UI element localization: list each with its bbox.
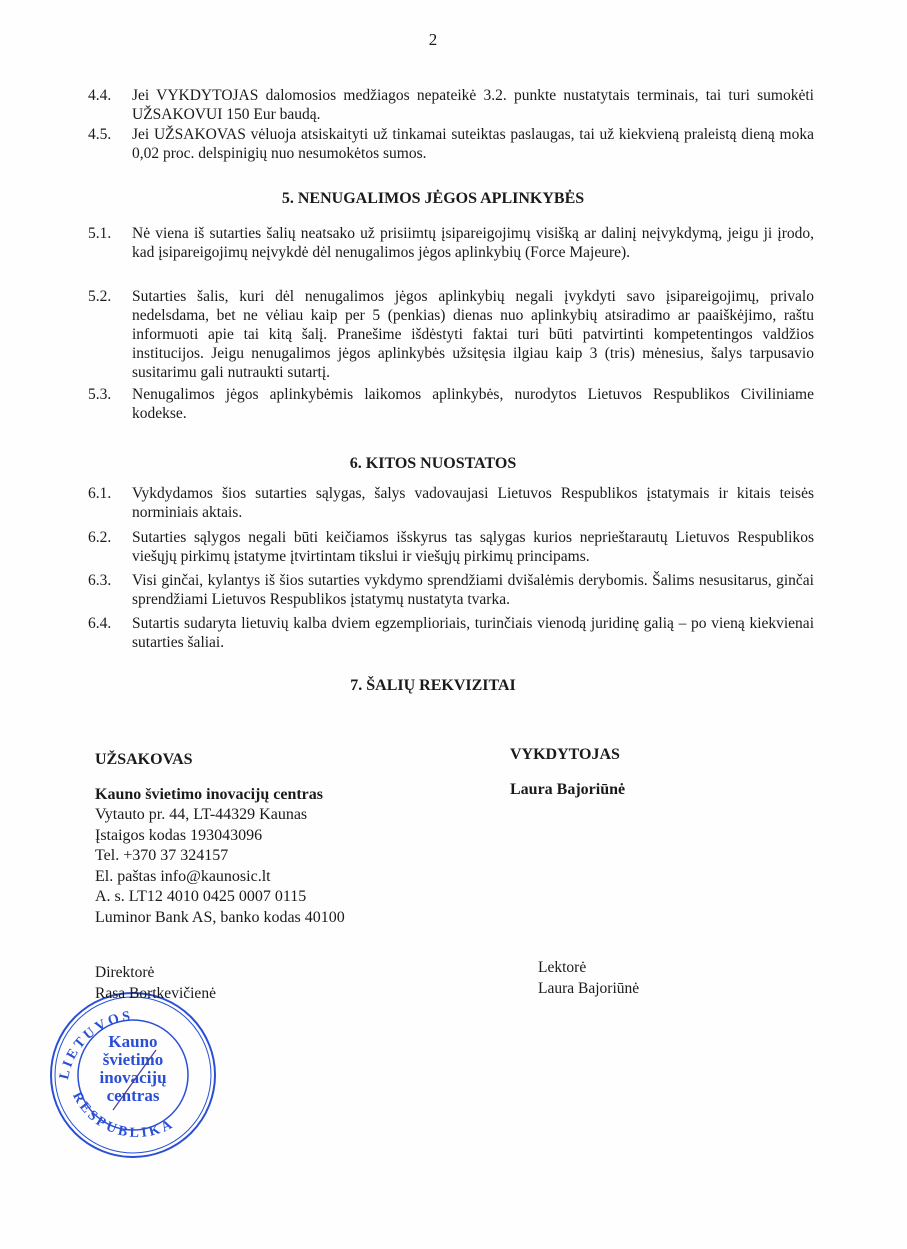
clause-text: Nė viena iš sutarties šalių neatsako už prisiimtų įsipareigojimų visišką ar dalinį neįvykdymą, jeigu ji įrodo, kad įsipareigojimų neįvykdė dėl nenugalimos jėgos aplinkybių (Force Majeure). <box>132 225 814 261</box>
clause-number: 6.1. <box>88 485 112 502</box>
contractor-details <box>510 745 625 800</box>
contractor-signatory: Laura Bajoriūnė <box>538 979 640 997</box>
contractor-heading: VYKDYTOJAS <box>510 746 620 763</box>
contractor-role: Lektorė <box>538 959 587 976</box>
clause-text: Vykdydamos šios sutarties sąlygas, šalys vadovaujasi Lietuvos Respublikos įstatymais ir kitais teisės norminiais aktais. <box>132 485 814 521</box>
clause-text: Sutarties šalis, kuri dėl nenugalimos jėgos aplinkybių negali įvykdyti savo įsipareigojimų, privalo nedelsdama, bet ne vėliau kaip per 5 (penkias) dienas nuo aplinkybių atsiradimo ar paaiškėjimo, raštu informuoti apie tai kitą šalį. Pranešime išdėstyti faktai turi būti patvirtinti kompetentingos valdžios institucijos. Jeigu nenugalimos jėgos aplinkybės užsitęsia ilgiau kaip 3 (tris) mėnesius, šalys tarpusavio susitarimu gali nutraukti sutartį. <box>132 288 814 381</box>
customer-details <box>95 750 345 928</box>
section-7-heading: 7. ŠALIŲ REKVIZITAI <box>350 677 516 694</box>
clause-number: 6.3. <box>88 572 112 589</box>
customer-heading: UŽSAKOVAS <box>95 751 193 768</box>
clause-5-3 <box>88 385 814 423</box>
stamp-line: Kauno <box>108 1032 158 1051</box>
section-5-heading: 5. NENUGALIMOS JĖGOS APLINKYBĖS <box>281 190 585 207</box>
contractor-signature-block <box>538 958 639 999</box>
clause-number: 4.5. <box>88 126 112 143</box>
customer-email: El. paštas info@kaunosic.lt <box>95 867 271 885</box>
clause-4-4 <box>88 86 814 124</box>
clause-number: 6.2. <box>88 529 112 546</box>
customer-signature-block <box>95 963 216 1004</box>
clause-6-1 <box>88 484 814 522</box>
clause-number: 6.4. <box>88 615 112 632</box>
stamp-line: švietimo <box>102 1050 164 1069</box>
stamp-bottom-text: RESPUBLIKA <box>69 1089 178 1142</box>
clause-text: Jei UŽSAKOVAS vėluoja atsiskaityti už tinkamai suteiktas paslaugas, tai už kiekvieną praleistą dieną moka 0,02 proc. delspinigių nuo nesumokėtos sumos. <box>132 126 814 162</box>
stamp-line: inovacijų <box>99 1068 167 1087</box>
contractor-name: Laura Bajoriūnė <box>510 780 626 798</box>
clause-6-2 <box>88 528 814 566</box>
section-6-heading: 6. KITOS NUOSTATOS <box>349 455 517 472</box>
clause-5-2 <box>88 287 814 382</box>
clause-text: Nenugalimos jėgos aplinkybėmis laikomos aplinkybės, nurodytos Lietuvos Respublikos Civiliniame kodekse. <box>132 386 814 422</box>
clause-number: 5.3. <box>88 386 112 403</box>
clause-5-1 <box>88 224 814 262</box>
clause-6-4 <box>88 614 814 652</box>
customer-phone: Tel. +370 37 324157 <box>95 847 229 864</box>
customer-signatory: Rasa Bortkevičienė <box>95 984 216 1002</box>
clause-text: Visi ginčai, kylantys iš šios sutarties vykdymo sprendžiami dvišalėmis derybomis. Šalims nesusitarus, ginčai sprendžiami Lietuvos Respublikos įstatymų nustatyta tvarka. <box>132 572 814 608</box>
institution-stamp <box>38 985 228 1165</box>
clause-number: 4.4. <box>88 87 112 104</box>
clause-text: Sutartis sudaryta lietuvių kalba dviem egzemplioriais, turinčiais vienodą juridinę galią – po vieną kiekvienai sutarties šaliai. <box>132 615 814 651</box>
clause-text: Jei VYKDYTOJAS dalomosios medžiagos nepateikė 3.2. punkte nustatytais terminais, tai turi sumokėti UŽSAKOVUI 150 Eur baudą. <box>132 87 814 123</box>
clause-number: 5.1. <box>88 225 112 242</box>
customer-code: Įstaigos kodas 193043096 <box>95 826 263 844</box>
clause-6-3 <box>88 571 814 609</box>
clause-text: Sutarties sąlygos negali būti keičiamos išskyrus tas sąlygas kurios neprieštarautų Lietuvos Respublikos viešųjų pirkimų įstatyme įtvirtintam tikslui ir viešųjų pirkimų principams. <box>132 529 814 565</box>
customer-address: Vytauto pr. 44, LT-44329 Kaunas <box>95 806 308 823</box>
customer-name: Kauno švietimo inovacijų centras <box>95 785 323 803</box>
customer-bank: Luminor Bank AS, banko kodas 40100 <box>95 908 345 926</box>
customer-role: Direktorė <box>95 964 155 981</box>
stamp-top-text: LIETUVOS <box>57 1008 134 1081</box>
stamp-line: centras <box>106 1086 160 1105</box>
clause-number: 5.2. <box>88 288 112 305</box>
page-number: 2 <box>428 30 438 49</box>
customer-account: A. s. LT12 4010 0425 0007 0115 <box>95 888 307 905</box>
clause-4-5 <box>88 125 814 163</box>
